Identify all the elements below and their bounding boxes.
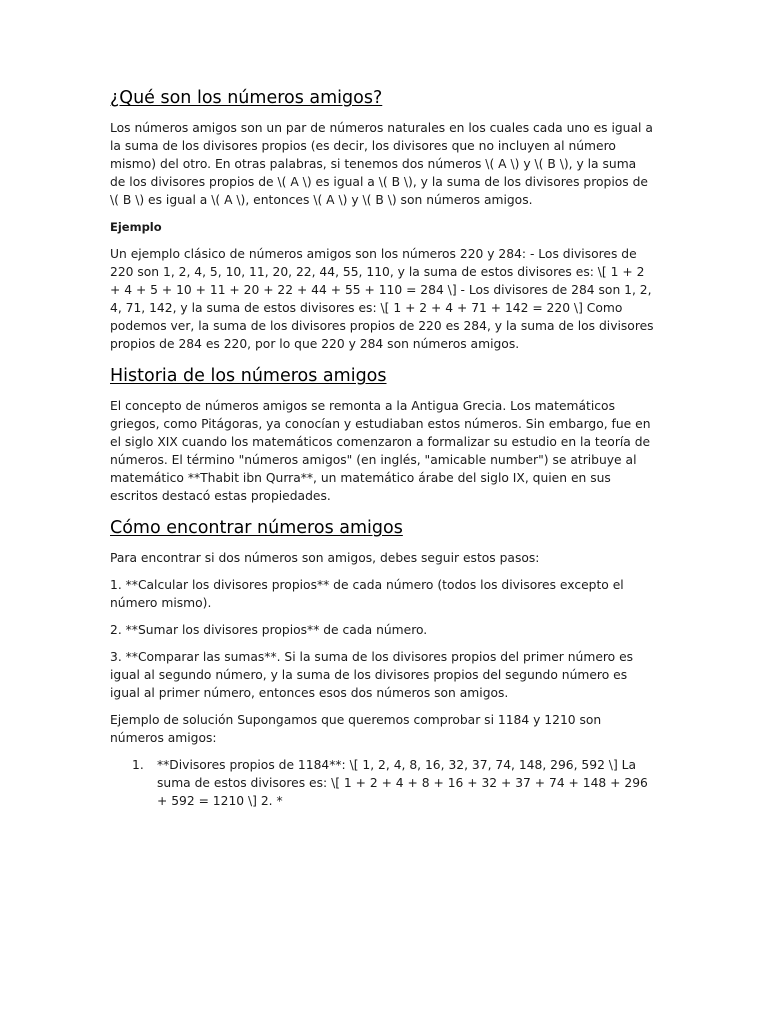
paragraph-step-2: 2. **Sumar los divisores propios** de cada número. xyxy=(110,623,428,637)
list-item xyxy=(110,756,655,810)
paragraph-definition: Los números amigos son un par de números naturales en los cuales cada uno es igual a la suma de los divisores propios (es decir, los divisores que no incluyen al número mismo) del otro. En otras palabras, si tenemos dos números \( A \) y \( B \), y la suma de los divisores propios de \( A \) es igual a \( B \), y la suma de los divisores propios de \( B \) es igual a \( A \), entonces \( A \) y \( B \) son números amigos. xyxy=(110,121,653,207)
paragraph-step-3: 3. **Comparar las sumas**. Si la suma de los divisores propios del primer número es igual al segundo número, y la suma de los divisores propios del segundo número es igual al primer número, entonces esos dos números son amigos. xyxy=(110,650,634,700)
heading-historia: Historia de los números amigos xyxy=(110,366,387,386)
paragraph-example: Un ejemplo clásico de números amigos son los números 220 y 284: - Los divisores de 220 son 1, 2, 4, 5, 10, 11, 20, 22, 44, 55, 110, y la suma de estos divisores es: \[ 1 + 2 + 4 + 5 + 10 + 11 + 20 + 22 + 44 + 55 + 110 = 284 \] - Los divisores de 284 son 1, 2, 4, 71, 142, y la suma de estos divisores es: \[ 1 + 2 + 4 + 71 + 142 = 220 \] Como podemos ver, la suma de los divisores propios de 220 es 284, y la suma de los divisores propios de 284 es 220, por lo que 220 y 284 son números amigos. xyxy=(110,247,654,351)
heading-que-son: ¿Qué son los números amigos? xyxy=(110,88,383,108)
list-item-number: 1. xyxy=(132,758,144,772)
list-item-text: **Divisores propios de 1184**: \[ 1, 2, 4, 8, 16, 32, 37, 74, 148, 296, 592 \] La suma de estos divisores es: \[ 1 + 2 + 4 + 8 + 16 + 32 + 37 + 74 + 148 + 296 + 592 = 1210 \] 2. * xyxy=(157,758,648,808)
paragraph-pasos-intro: Para encontrar si dos números son amigos, debes seguir estos pasos: xyxy=(110,551,540,565)
paragraph-solution-intro: Ejemplo de solución Supongamos que queremos comprobar si 1184 y 1210 son números amigos: xyxy=(110,713,602,745)
numbered-list xyxy=(110,756,655,810)
paragraph-historia: El concepto de números amigos se remonta a la Antigua Grecia. Los matemáticos griegos, como Pitágoras, ya conocían y estudiaban estos números. Sin embargo, fue en el siglo XIX cuando los matemáticos comenzaron a formalizar su estudio en la teoría de números. El término "números amigos" (en inglés, "amicable number") se atribuye al matemático **Thabit ibn Qurra**, un matemático árabe del siglo IX, quien en sus escritos destacó estas propiedades. xyxy=(110,399,651,503)
document-body xyxy=(110,86,655,810)
heading-como-encontrar: Cómo encontrar números amigos xyxy=(110,518,403,538)
paragraph-step-1: 1. **Calcular los divisores propios** de cada número (todos los divisores excepto el número mismo). xyxy=(110,578,624,610)
label-ejemplo: Ejemplo xyxy=(110,220,162,234)
